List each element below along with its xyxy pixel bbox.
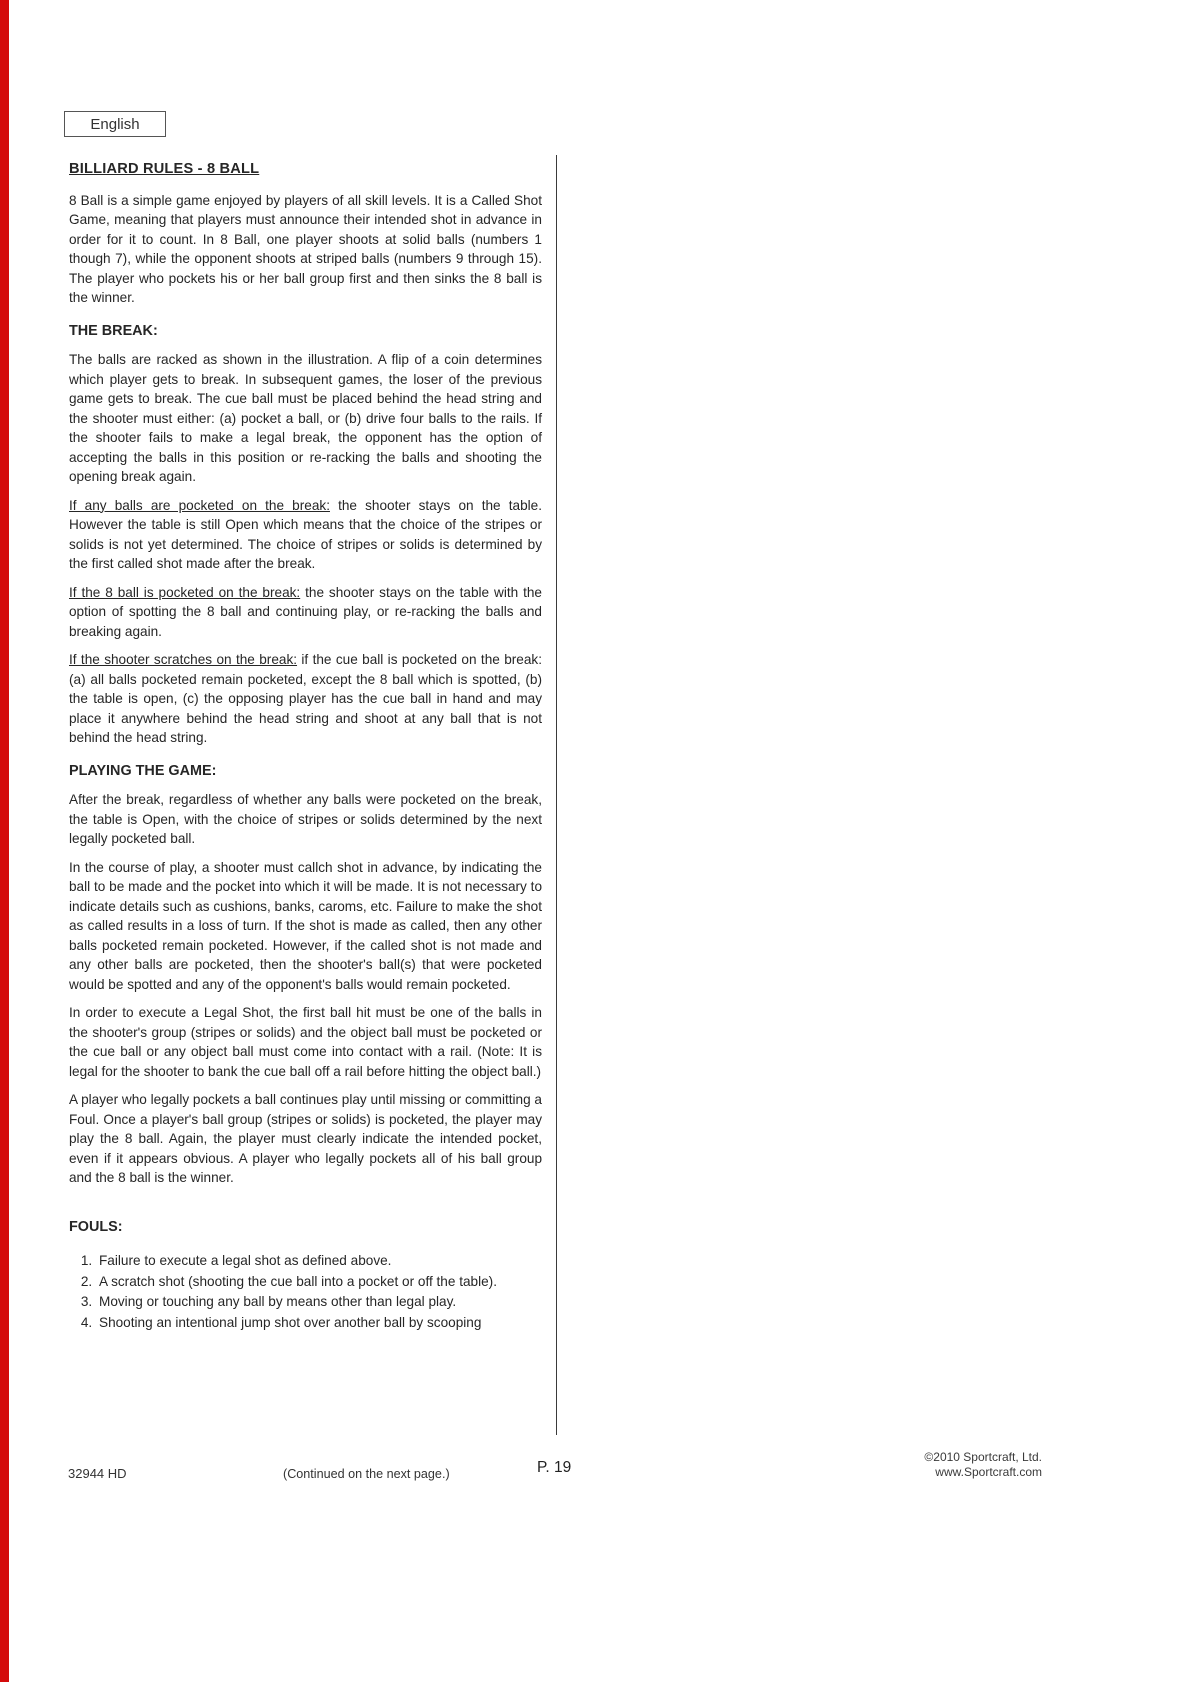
- fouls-item-text: Shooting an intentional jump shot over another ball by scooping: [99, 1314, 482, 1330]
- underlined-lead: If the shooter scratches on the break:: [69, 652, 298, 667]
- rules-column: [69, 160, 542, 1333]
- break-paragraph-2: [69, 496, 542, 574]
- underlined-lead: If any balls are pocketed on the break:: [69, 497, 330, 513]
- section-heading-fouls: FOULS:: [69, 1218, 123, 1235]
- section-heading-the-break: THE BREAK:: [69, 322, 158, 339]
- playing-paragraph-1: After the break, regardless of whether any balls were pocketed on the break, the table is Open, with the choice of stripes or solids determined by the next legally pocketed ball.: [69, 792, 542, 846]
- playing-paragraph-4: A player who legally pockets a ball continues play until missing or committing a Foul. Once a player's ball group (stripes or solids) is pocketed, the player may play the 8 ball. Again, the player must clearly indicate the intended pocket, even if it appears obvious. A player who legally pockets all of his ball group and the 8 ball is the winner.: [69, 1092, 542, 1185]
- column-divider: [556, 155, 557, 1435]
- paragraph-rest: if the cue ball is pocketed on the break: (a) all balls pocketed remain pocketed, except the 8 ball which is spotted, (b) the table is open, (c) the opposing player has the cue ball in hand and may place it anywhere behind the head string and shoot at any ball that is not behind the head string.: [69, 652, 542, 745]
- intro-paragraph: 8 Ball is a simple game enjoyed by players of all skill levels. It is a Called Shot Game, meaning that players must announce their intended shot in advance in order for it to count. In 8 Ball, one player shoots at solid balls (numbers 1 though 7), while the opponent shoots at striped balls (numbers 9 through 15). The player who pockets his or her ball group first and then sinks the 8 ball is the winner.: [69, 192, 542, 305]
- footer-continued-note: (Continued on the next page.): [283, 1467, 450, 1481]
- underlined-lead: If the 8 ball is pocketed on the break:: [69, 584, 301, 600]
- fouls-list-item: [96, 1313, 542, 1333]
- break-paragraph-4: [69, 650, 542, 748]
- fouls-list-item: [96, 1292, 542, 1312]
- section-heading-playing-the-game: PLAYING THE GAME:: [69, 762, 217, 779]
- footer-page-number: P. 19: [537, 1459, 572, 1476]
- break-paragraph-3: [69, 583, 542, 642]
- playing-paragraph-2: In the course of play, a shooter must callch shot in advance, by indicating the ball to be made and the pocket into which it will be made. It is not necessary to indicate details such as cushions, banks, caroms, etc. Failure to make the shot as called results in a loss of turn. If the shot is made as called, then any other balls pocketed remain pocketed. However, if the called shot is not made and any other balls are pocketed, then the shooter's ball(s) that were pocketed would be spotted and any of the opponent's balls would remain pocketed.: [69, 859, 542, 992]
- fouls-item-text: Moving or touching any ball by means other than legal play.: [99, 1294, 457, 1309]
- footer-copyright: ©2010 Sportcraft, Ltd.: [924, 1450, 1042, 1464]
- fouls-list-item: [96, 1251, 542, 1271]
- red-edge-bar: [0, 0, 9, 1682]
- paragraph-rest: the shooter stays on the table with the option of spotting the 8 ball and continuing play, or re-racking the balls and breaking again.: [69, 584, 542, 639]
- footer-copyright-block: [924, 1450, 1042, 1480]
- language-label: English: [90, 115, 140, 133]
- playing-paragraph-3: In order to execute a Legal Shot, the first ball hit must be one of the balls in the shooter's group (stripes or solids) and the object ball must be pocketed or the cue ball or any object ball must come into contact with a rail. (Note: It is legal for the shooter to bank the cue ball off a rail before hitting the object ball.): [69, 1005, 542, 1079]
- page-title: BILLIARD RULES - 8 BALL: [69, 161, 260, 177]
- fouls-item-text: A scratch shot (shooting the cue ball into a pocket or off the table).: [99, 1273, 497, 1289]
- language-label-box: [64, 111, 166, 137]
- break-paragraph-1: The balls are racked as shown in the illustration. A flip of a coin determines which player gets to break. In subsequent games, the loser of the previous game gets to break. The cue ball must be placed behind the head string and the shooter must either: (a) pocket a ball, or (b) drive four balls to the rails. If the shooter fails to make a legal break, the opponent has the option of accepting the balls in this position or re-racking the balls and shooting the opening break again.: [69, 352, 542, 484]
- fouls-list: [96, 1251, 542, 1332]
- fouls-list-item: [96, 1272, 542, 1292]
- paragraph-rest: the shooter stays on the table. However the table is still Open which means that the choice of the stripes or solids is not yet determined. The choice of stripes or solids is determined by the first called shot made after the break.: [69, 497, 542, 571]
- fouls-item-text: Failure to execute a legal shot as defined above.: [99, 1253, 392, 1268]
- footer-website: www.Sportcraft.com: [935, 1465, 1042, 1479]
- footer-doc-number: 32944 HD: [68, 1466, 127, 1481]
